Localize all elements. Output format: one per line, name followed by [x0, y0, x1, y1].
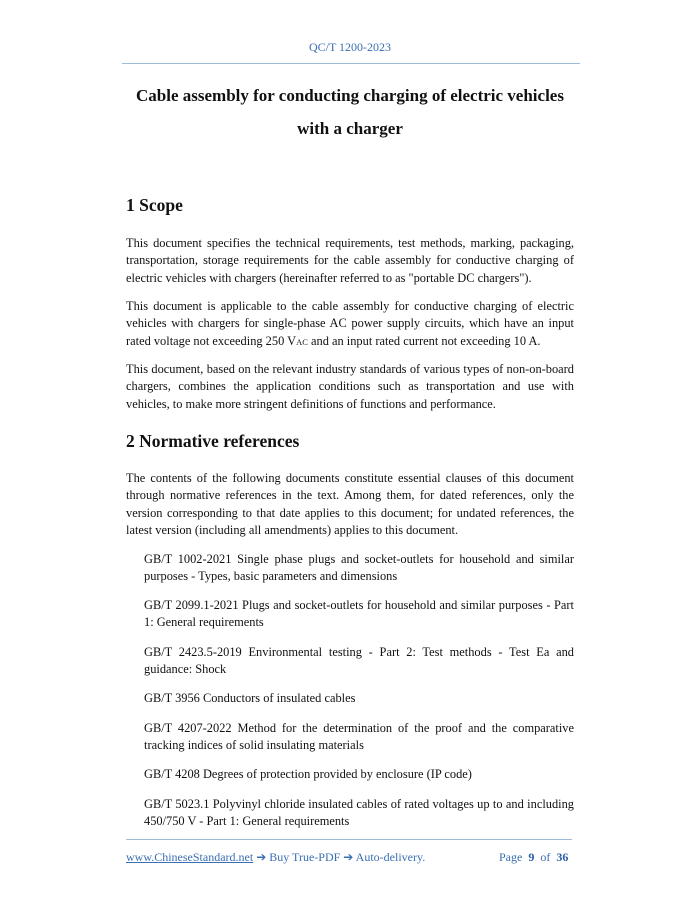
page-of: of: [540, 850, 551, 864]
reference-item: GB/T 4208 Degrees of protection provided by enclosure (IP code): [144, 767, 472, 781]
reference-item: GB/T 1002-2021 Single phase plugs and socket-outlets for household and similar purposes - Types, basic parameters and dimensions: [144, 552, 574, 584]
header-divider: [122, 63, 580, 64]
scope-paragraph-2-text: This document is applicable to the cable assembly for conductive charging of electric vehicles with chargers for single-phase AC power supply circuits, which have an input rated voltage not exceeding 250 V: [126, 299, 574, 348]
page-current: 9: [528, 850, 535, 864]
site-link[interactable]: www.ChineseStandard.net: [126, 850, 254, 864]
document-title-line-2: with a charger: [297, 119, 403, 138]
reference-item: GB/T 5023.1 Polyvinyl chloride insulated cables of rated voltages up to and including 450/750 V - Part 1: General requirements: [144, 797, 574, 829]
reference-item: GB/T 2099.1-2021 Plugs and socket-outlets for household and similar purposes - Part 1: General requirements: [144, 598, 574, 630]
section-heading-scope: 1 Scope: [126, 195, 183, 215]
page-number: [499, 850, 568, 865]
scope-paragraph-2-tail: and an input rated current not exceeding 10 A.: [307, 333, 541, 348]
document-title-line-1: Cable assembly for conducting charging of electric vehicles: [136, 86, 564, 105]
section-heading-normative-references: 2 Normative references: [126, 431, 300, 451]
page-label: Page: [499, 850, 523, 864]
scope-paragraph-1: This document specifies the technical requirements, test methods, marking, packaging, transportation, storage requirements for the cable assembly for conductive charging of electric vehicles with chargers (hereinafter referred to as "portable DC chargers").: [126, 236, 574, 285]
header-doc-code: QC/T 1200-2023: [308, 40, 392, 54]
scope-paragraph-2: [126, 298, 574, 351]
reference-item: GB/T 4207-2022 Method for the determination of the proof and the comparative tracking indices of solid insulating materials: [144, 721, 574, 753]
scope-paragraph-3: This document, based on the relevant industry standards of various types of non-on-board chargers, combines the application conditions such as transportation and use with vehicles, to make more stringent definitions of functions and performance.: [126, 362, 574, 411]
footer-promo-text: ➔ Buy True-PDF ➔ Auto-delivery.: [253, 850, 426, 864]
footer-divider: [126, 839, 572, 840]
footer-promo: [126, 850, 425, 865]
normative-intro-paragraph: The contents of the following documents constitute essential clauses of this document through normative references in the text. Among them, for dated references, only the version corresponding to that date applies to this document; for undated references, the latest version (including all amendments) applies to this document.: [126, 471, 574, 537]
reference-item: GB/T 3956 Conductors of insulated cables: [144, 691, 356, 705]
voltage-subscript: AC: [296, 336, 308, 347]
page-total: 36: [556, 850, 569, 864]
reference-item: GB/T 2423.5-2019 Environmental testing - Part 2: Test methods - Test Ea and guidance: Shock: [144, 645, 574, 677]
